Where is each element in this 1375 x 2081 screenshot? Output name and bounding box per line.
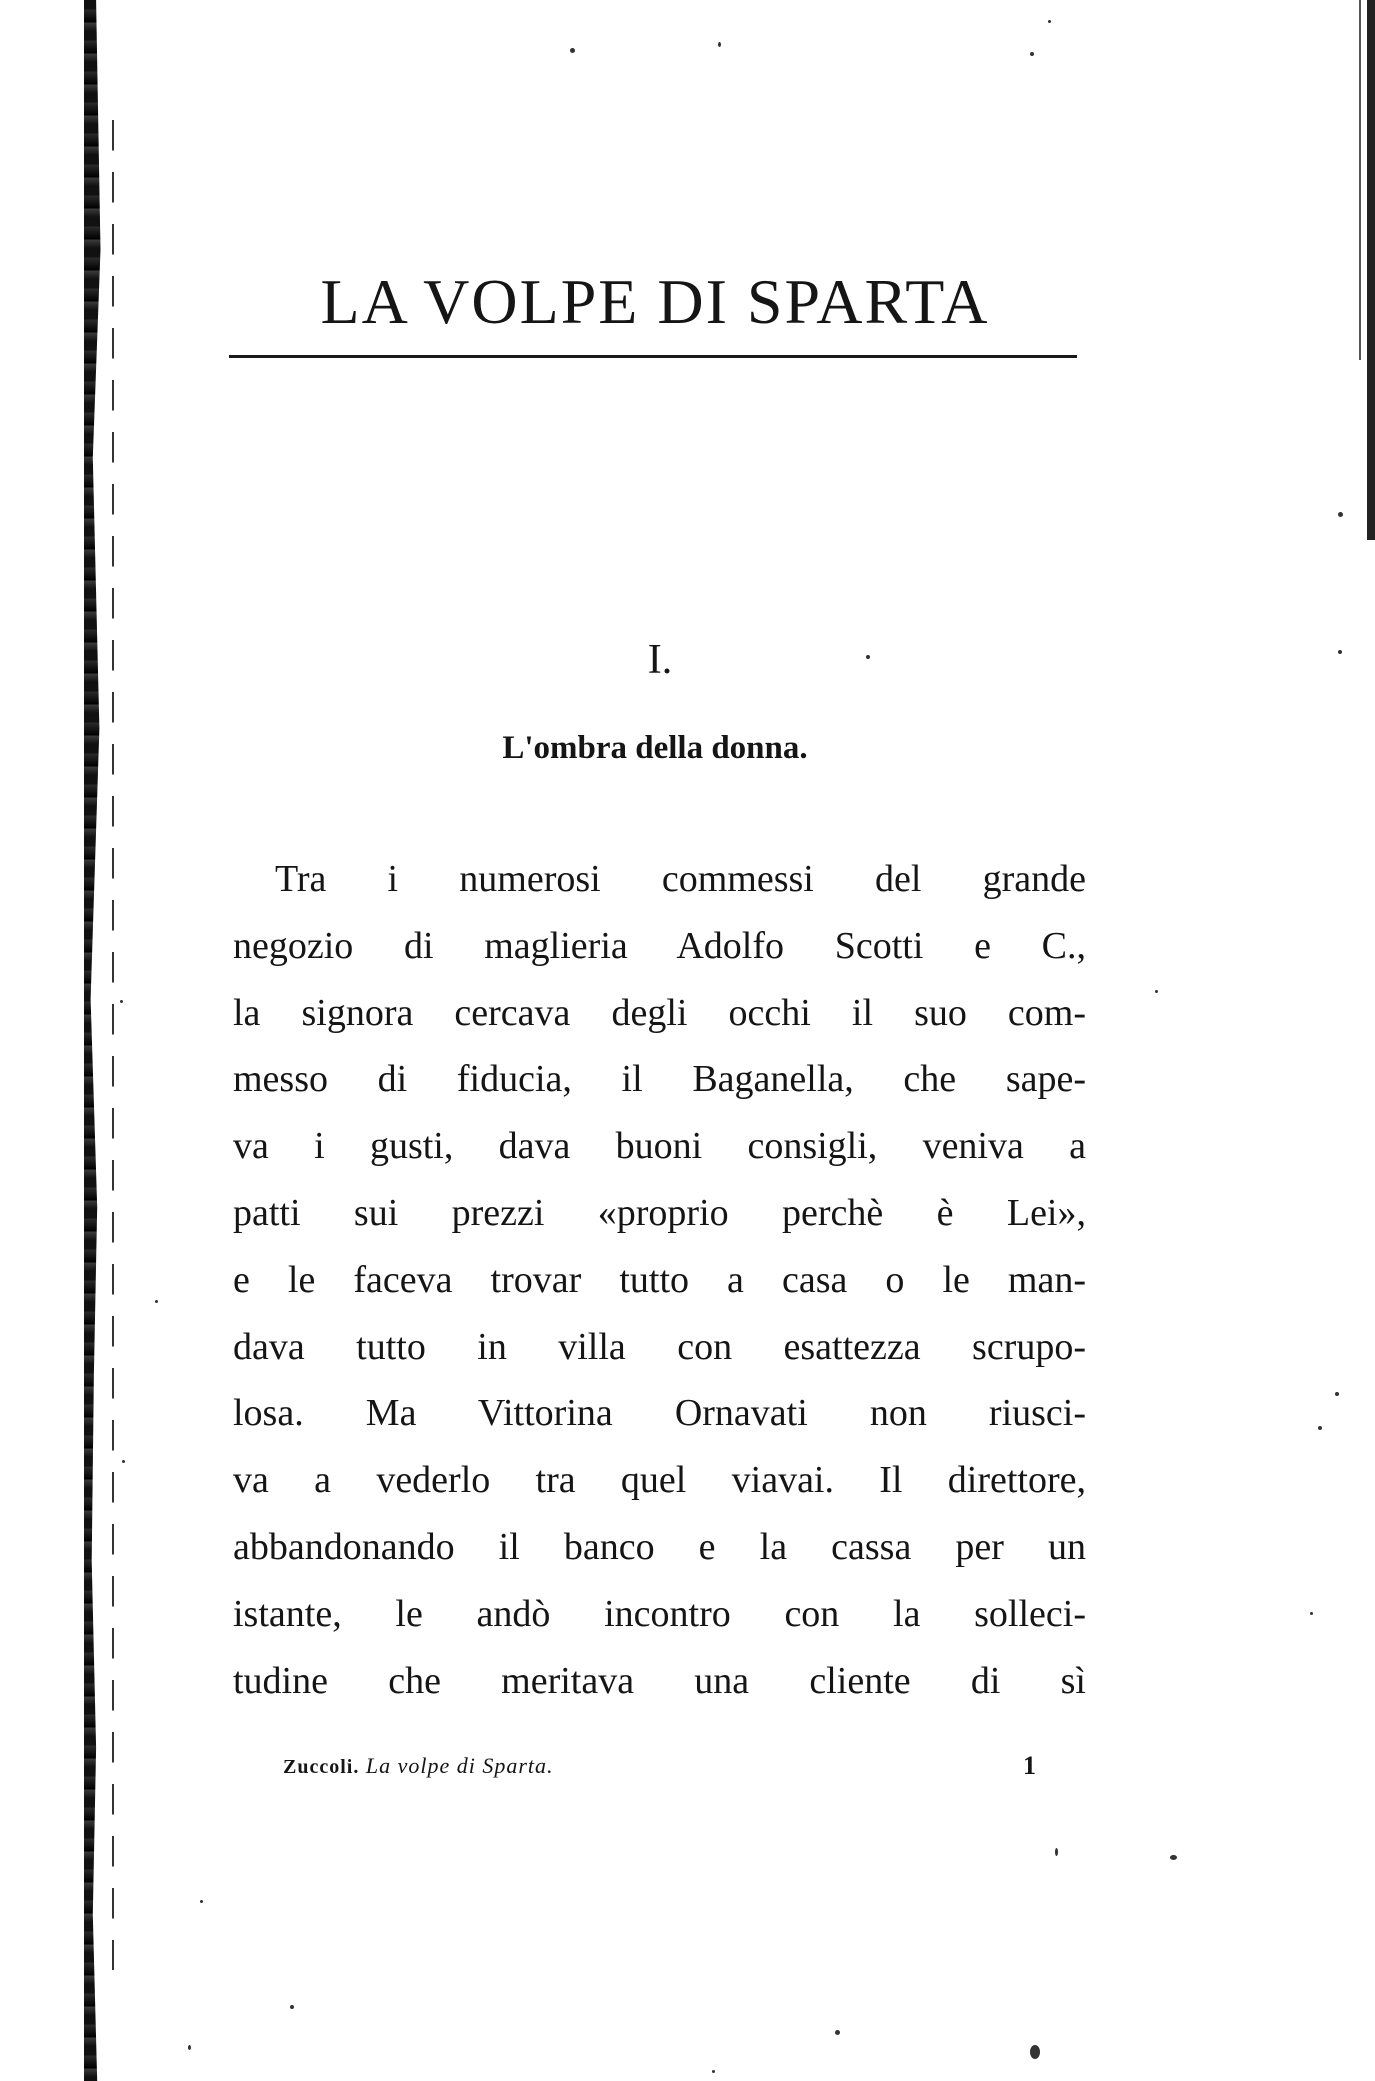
scan-speck <box>200 1900 203 1903</box>
book-title: LA VOLPE DI SPARTA <box>320 266 990 337</box>
text-line: patti sui prezzi «proprio perchè è Lei», <box>233 1191 1086 1234</box>
footer-reference <box>283 1746 554 1787</box>
scan-speck <box>188 2045 191 2050</box>
text-line: messo di fiducia, il Baganella, che sape- <box>233 1058 1086 1101</box>
scan-speck <box>1318 1426 1322 1430</box>
scan-speck <box>1335 1392 1339 1396</box>
scan-speck <box>290 2005 294 2009</box>
scan-binding-edge-right <box>1367 0 1375 540</box>
scan-speck <box>1030 2045 1040 2059</box>
scan-speck <box>1055 1848 1058 1856</box>
scan-speck <box>718 42 721 47</box>
footer-work-title: La volpe di Sparta. <box>365 1753 554 1778</box>
text-line: negozio di maglieria Adolfo Scotti e C., <box>233 924 1086 967</box>
text-line: istante, le andò incontro con la solleci- <box>233 1592 1086 1635</box>
scan-speck <box>1030 52 1034 56</box>
scan-speck <box>1310 1612 1313 1615</box>
page-footer <box>283 1746 1043 1786</box>
chapter-title: L'ombra della donna. <box>502 730 808 766</box>
text-line: Tra i numerosi commessi del grande <box>275 858 1086 900</box>
scan-speck <box>120 1000 123 1003</box>
text-line: la signora cercava degli occhi il suo com- <box>233 991 1086 1034</box>
scan-speck <box>1155 990 1158 993</box>
body-text <box>233 846 1086 1714</box>
text-line: tudine che meritava una cliente di sì <box>233 1659 1086 1702</box>
scan-speck <box>1338 512 1343 517</box>
scan-binding-line-left <box>112 120 114 1970</box>
scan-speck <box>866 655 870 659</box>
scan-speck <box>1048 20 1051 23</box>
chapter-number: I. <box>647 637 673 683</box>
scan-speck <box>1338 650 1342 654</box>
scan-speck <box>712 2070 715 2073</box>
text-line: dava tutto in villa con esattezza scrupo- <box>233 1325 1086 1368</box>
text-line: losa. Ma Vittorina Ornavati non riusci- <box>233 1392 1086 1435</box>
signature-mark: 1 <box>1023 1751 1036 1780</box>
text-line: e le faceva trovar tutto a casa o le man- <box>233 1258 1086 1301</box>
scan-speck <box>122 1460 125 1463</box>
text-line: va a vederlo tra quel viavai. Il direttore, <box>233 1459 1086 1502</box>
title-underline <box>229 355 1077 358</box>
scan-speck <box>1170 1855 1177 1860</box>
scan-speck <box>155 1300 158 1303</box>
scan-speck <box>570 48 575 53</box>
scan-speck <box>835 2030 840 2035</box>
footer-author: Zuccoli. <box>283 1756 360 1778</box>
scan-binding-edge-left <box>84 0 106 2081</box>
text-line: va i gusti, dava buoni consigli, veniva a <box>233 1125 1086 1168</box>
scan-binding-line-right <box>1359 0 1361 360</box>
text-line: abbandonando il banco e la cassa per un <box>233 1525 1086 1568</box>
